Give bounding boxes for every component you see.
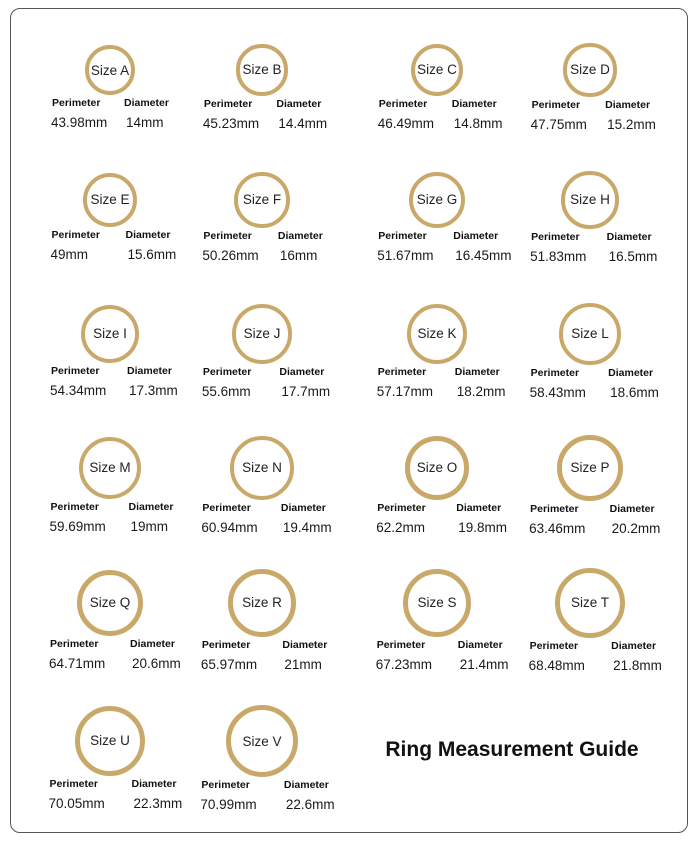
ring-size-label: Size S — [417, 595, 457, 611]
perimeter-header: Perimeter — [201, 638, 251, 651]
diameter-value: 14.8mm — [453, 116, 503, 132]
perimeter-value: 55.6mm — [201, 383, 251, 399]
diameter-value: 19.4mm — [282, 519, 332, 535]
diameter-header: Diameter — [282, 638, 328, 651]
ring-outline — [83, 173, 137, 227]
perimeter-header: Perimeter — [203, 97, 253, 110]
diameter-value: 15.6mm — [127, 247, 177, 263]
ring-size-label: Size H — [570, 192, 610, 208]
diameter-value: 21.8mm — [613, 657, 662, 673]
ring-size-label: Size Q — [89, 595, 131, 611]
perimeter-value: 67.23mm — [375, 657, 433, 673]
perimeter-value: 70.99mm — [200, 797, 257, 812]
perimeter-header: Perimeter — [202, 365, 252, 378]
ring-outline — [407, 304, 467, 364]
ring-size-label: Size G — [416, 192, 458, 208]
perimeter-value: 43.98mm — [51, 115, 108, 130]
diameter-header: Diameter — [276, 97, 322, 110]
ring-size-label: Size M — [89, 460, 131, 476]
ring-size-label: Size T — [570, 595, 609, 611]
perimeter-value: 54.34mm — [49, 383, 107, 399]
perimeter-header: Perimeter — [49, 638, 99, 651]
perimeter-value: 49mm — [50, 247, 88, 263]
perimeter-value: 50.26mm — [202, 247, 259, 263]
ring-size-label: Size R — [242, 595, 282, 611]
perimeter-value: 45.23mm — [202, 115, 260, 131]
diameter-value: 19.8mm — [458, 520, 508, 536]
diameter-value: 16.5mm — [608, 248, 658, 264]
diameter-value: 18.2mm — [456, 384, 506, 400]
ring-outline — [81, 305, 139, 363]
ring-outline — [557, 435, 623, 501]
ring-outline — [555, 568, 625, 638]
diameter-header: Diameter — [124, 97, 169, 109]
diameter-value: 14.4mm — [278, 115, 328, 131]
ring-outline — [405, 436, 470, 501]
diameter-value: 20.6mm — [132, 656, 181, 672]
perimeter-value: 64.71mm — [48, 656, 106, 672]
ring-outline — [236, 44, 287, 95]
perimeter-header: Perimeter — [531, 98, 581, 111]
perimeter-header: Perimeter — [378, 98, 428, 111]
perimeter-header: Perimeter — [51, 229, 100, 242]
perimeter-value: 51.67mm — [377, 248, 434, 264]
guide-title: Ring Measurement Guide — [385, 738, 639, 761]
perimeter-header: Perimeter — [50, 501, 99, 514]
perimeter-value: 63.46mm — [529, 520, 586, 536]
diameter-header: Diameter — [130, 638, 175, 651]
ring-size-label: Size U — [90, 733, 130, 749]
ring-size-label: Size P — [570, 460, 610, 476]
diameter-header: Diameter — [280, 501, 326, 514]
perimeter-value: 62.2mm — [376, 520, 426, 536]
perimeter-header: Perimeter — [49, 778, 98, 791]
diameter-value: 18.6mm — [610, 384, 659, 400]
ring-size-label: Size I — [93, 326, 127, 342]
diameter-value: 17.7mm — [281, 383, 331, 399]
diameter-value: 15.2mm — [607, 116, 656, 132]
ring-outline — [563, 43, 616, 96]
perimeter-header: Perimeter — [377, 366, 427, 379]
diameter-header: Diameter — [283, 779, 329, 791]
perimeter-header: Perimeter — [52, 97, 101, 109]
diameter-header: Diameter — [608, 366, 654, 379]
diameter-value: 14mm — [126, 115, 164, 130]
diameter-header: Diameter — [457, 639, 503, 652]
diameter-header: Diameter — [131, 778, 177, 791]
perimeter-value: 68.48mm — [528, 657, 585, 673]
ring-size-label: Size N — [242, 460, 282, 476]
perimeter-value: 59.69mm — [49, 519, 106, 535]
ring-outline — [226, 705, 298, 777]
ring-size-label: Size E — [90, 192, 130, 208]
perimeter-value: 70.05mm — [48, 796, 105, 812]
perimeter-header: Perimeter — [378, 230, 427, 243]
ring-size-label: Size K — [417, 326, 457, 342]
perimeter-header: Perimeter — [530, 502, 579, 515]
ring-outline — [79, 437, 142, 500]
perimeter-value: 51.83mm — [530, 248, 587, 264]
ring-outline — [232, 304, 291, 363]
diameter-value: 21.4mm — [459, 657, 509, 673]
diameter-header: Diameter — [128, 501, 174, 514]
diameter-header: Diameter — [127, 365, 172, 378]
diameter-value: 16mm — [279, 247, 318, 263]
diameter-header: Diameter — [279, 365, 325, 378]
perimeter-header: Perimeter — [50, 365, 100, 378]
diameter-header: Diameter — [125, 229, 171, 242]
diameter-header: Diameter — [277, 229, 323, 242]
perimeter-header: Perimeter — [376, 639, 426, 652]
diameter-value: 17.3mm — [129, 383, 178, 399]
perimeter-header: Perimeter — [530, 366, 580, 379]
ring-size-label: Size C — [417, 62, 457, 78]
perimeter-value: 57.17mm — [376, 384, 434, 400]
ring-size-label: Size F — [242, 192, 282, 208]
ring-outline — [411, 44, 463, 96]
diameter-header: Diameter — [606, 230, 652, 243]
perimeter-header: Perimeter — [531, 230, 580, 243]
perimeter-header: Perimeter — [377, 502, 426, 515]
diameter-value: 22.3mm — [133, 796, 183, 812]
perimeter-value: 58.43mm — [529, 384, 586, 400]
diameter-header: Diameter — [453, 230, 499, 243]
diameter-value: 22.6mm — [285, 797, 335, 812]
ring-size-label: Size D — [570, 62, 610, 78]
ring-size-label: Size O — [416, 460, 458, 476]
diameter-value: 21mm — [284, 656, 322, 672]
diameter-header: Diameter — [451, 98, 497, 111]
ring-outline — [559, 303, 621, 365]
ring-outline — [228, 569, 296, 637]
ring-size-label: Size B — [242, 62, 282, 78]
perimeter-header: Perimeter — [201, 779, 250, 791]
perimeter-header: Perimeter — [529, 639, 579, 652]
perimeter-header: Perimeter — [203, 229, 252, 242]
diameter-header: Diameter — [456, 502, 502, 515]
ring-outline — [234, 172, 289, 227]
perimeter-value: 46.49mm — [377, 116, 435, 132]
ring-size-label: Size J — [243, 326, 281, 342]
perimeter-header: Perimeter — [202, 501, 251, 514]
perimeter-value: 60.94mm — [201, 519, 258, 535]
diameter-header: Diameter — [609, 502, 655, 515]
diameter-value: 16.45mm — [455, 248, 512, 264]
diameter-header: Diameter — [454, 366, 500, 379]
perimeter-value: 65.97mm — [200, 656, 258, 672]
diameter-value: 19mm — [130, 519, 169, 535]
ring-outline — [561, 171, 618, 228]
ring-size-label: Size V — [242, 733, 282, 749]
ring-size-label: Size A — [90, 62, 130, 78]
diameter-value: 20.2mm — [611, 520, 661, 536]
perimeter-value: 47.75mm — [530, 116, 587, 132]
ring-outline — [85, 45, 135, 95]
ring-outline — [409, 172, 465, 228]
diameter-header: Diameter — [605, 98, 651, 111]
ring-size-label: Size L — [571, 326, 609, 342]
diameter-header: Diameter — [611, 639, 657, 652]
ring-outline — [230, 436, 294, 500]
